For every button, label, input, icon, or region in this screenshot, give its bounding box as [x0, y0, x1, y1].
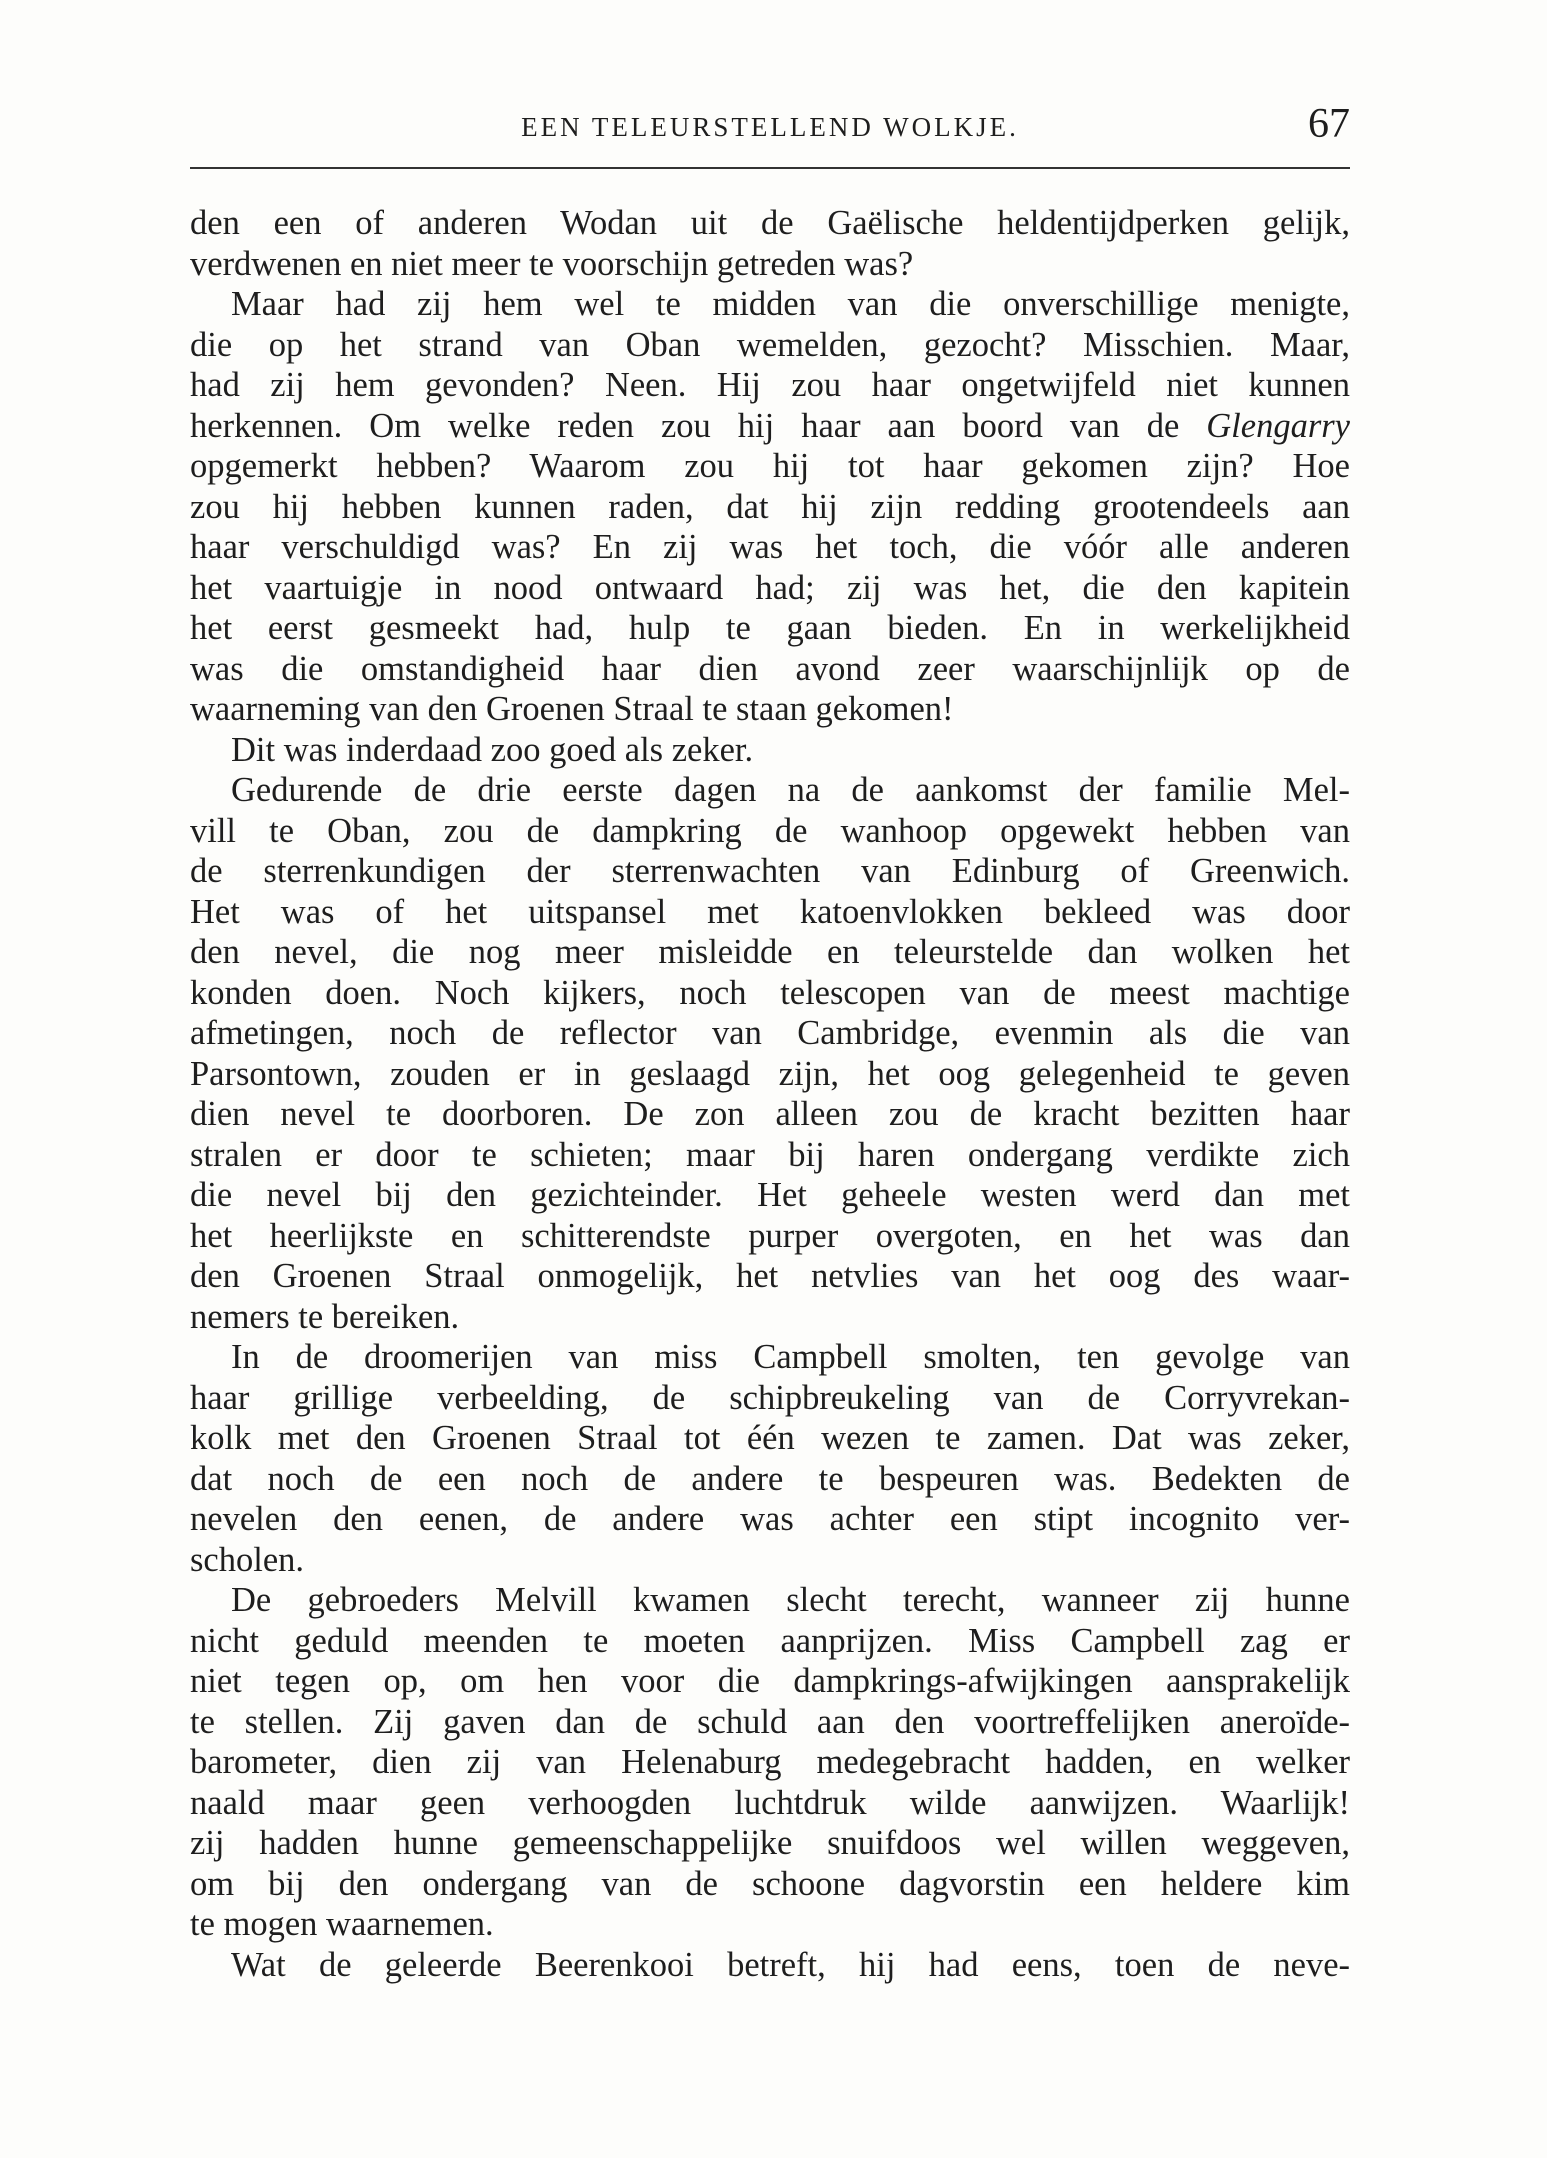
text-line: verdwenen en niet meer te voorschijn getreden was?	[190, 244, 914, 283]
text-line: In de droomerijen van miss Campbell smolten, ten gevolge van	[231, 1338, 1350, 1376]
text-line: het eerst gesmeekt had, hulp te gaan bieden. En in werkelijkheid	[190, 609, 1350, 647]
body-text	[190, 203, 1350, 1985]
text-line: haar verschuldigd was? En zij was het toch, die vóór alle anderen	[190, 528, 1350, 566]
text-line: den een of anderen Wodan uit de Gaëlische heldentijdperken gelijk,	[190, 204, 1350, 242]
text-line: naald maar geen verhoogden luchtdruk wilde aanwijzen. Waarlijk!	[190, 1783, 1350, 1822]
text-line: barometer, dien zij van Helenaburg medegebracht hadden, en welker	[190, 1743, 1350, 1781]
text-line: zij hadden hunne gemeenschappelijke snuifdoos wel willen weggeven,	[190, 1824, 1350, 1862]
text-line: waarneming van den Groenen Straal te staan gekomen!	[190, 690, 954, 728]
text-line: was die omstandigheid haar dien avond zeer waarschijnlijk op de	[190, 649, 1350, 688]
text-line: den Groenen Straal onmogelijk, het netvlies van het oog des waar-	[190, 1257, 1350, 1295]
text-line: stralen er door te schieten; maar bij haren ondergang verdikte zich	[190, 1135, 1350, 1174]
text-line: kolk met den Groenen Straal tot één wezen te zamen. Dat was zeker,	[190, 1419, 1350, 1457]
text-line: te stellen. Zij gaven dan de schuld aan den voortreffelijken aneroïde-	[190, 1702, 1350, 1741]
text-line: vill te Oban, zou de dampkring de wanhoop opgewekt hebben van	[190, 811, 1350, 850]
text-line: scholen.	[190, 1540, 305, 1579]
text-line: Maar had zij hem wel te midden van die onverschillige menigte,	[231, 285, 1350, 323]
text-line: afmetingen, noch de reflector van Cambridge, evenmin als die van	[190, 1014, 1350, 1052]
header-rule	[190, 167, 1350, 169]
text-line: om bij den ondergang van de schoone dagvorstin een heldere kim	[190, 1864, 1350, 1903]
text-line: haar grillige verbeelding, de schipbreukeling van de Corryvrekan-	[190, 1378, 1350, 1417]
text-line: niet tegen op, om hen voor die dampkrings-afwijkingen aansprakelijk	[190, 1662, 1350, 1700]
text-line: Parsontown, zouden er in geslaagd zijn, het oog gelegenheid te geven	[190, 1054, 1350, 1093]
text-line: Dit was inderdaad zoo goed als zeker.	[231, 730, 754, 769]
running-title: EEN TELEURSTELLEND WOLKJE.	[521, 112, 1019, 142]
text-line: De gebroeders Melvill kwamen slecht terecht, wanneer zij hunne	[231, 1581, 1350, 1619]
text-line: te mogen waarnemen.	[190, 1905, 494, 1943]
text-line: de sterrenkundigen der sterrenwachten van Edinburg of Greenwich.	[190, 852, 1350, 890]
text-line: Wat de geleerde Beerenkooi betreft, hij had eens, toen de neve-	[231, 1945, 1350, 1984]
text-line: Het was of het uitspansel met katoenvlokken bekleed was door	[190, 892, 1350, 931]
text-line: zou hij hebben kunnen raden, dat hij zijn redding grootendeels aan	[190, 487, 1350, 526]
text-line: nemers te bereiken.	[190, 1297, 460, 1336]
text-line: opgemerkt hebben? Waarom zou hij tot haar gekomen zijn? Hoe	[190, 447, 1350, 485]
text-line: den nevel, die nog meer misleidde en teleurstelde dan wolken het	[190, 933, 1350, 971]
text-line: die op het strand van Oban wemelden, gezocht? Misschien. Maar,	[190, 325, 1350, 364]
text-line: dat noch de een noch de andere te bespeuren was. Bedekten de	[190, 1459, 1350, 1498]
text-line	[190, 406, 1350, 447]
text-line: konden doen. Noch kijkers, noch telescopen van de meest machtige	[190, 973, 1350, 1012]
text-line: dien nevel te doorboren. De zon alleen zou de kracht bezitten haar	[190, 1095, 1350, 1133]
page-number: 67	[1308, 101, 1350, 147]
line-text: herkennen. Om welke reden zou hij haar aan boord van de	[190, 406, 1207, 445]
text-line: die nevel bij den gezichteinder. Het geheele westen werd dan met	[190, 1176, 1350, 1214]
text-line: het vaartuigje in nood ontwaard had; zij was het, die den kapitein	[190, 568, 1350, 607]
text-line: het heerlijkste en schitterendste purper overgoten, en het was dan	[190, 1216, 1350, 1255]
text-line: nicht geduld meenden te moeten aanprijzen. Miss Campbell zag er	[190, 1621, 1350, 1660]
text-line: had zij hem gevonden? Neen. Hij zou haar ongetwijfeld niet kunnen	[190, 366, 1350, 404]
running-head	[190, 100, 1350, 160]
text-line: Gedurende de drie eerste dagen na de aankomst der familie Mel-	[231, 771, 1350, 809]
ship-name: Glengarry	[1206, 406, 1350, 445]
text-line: nevelen den eenen, de andere was achter een stipt incognito ver-	[190, 1500, 1350, 1538]
